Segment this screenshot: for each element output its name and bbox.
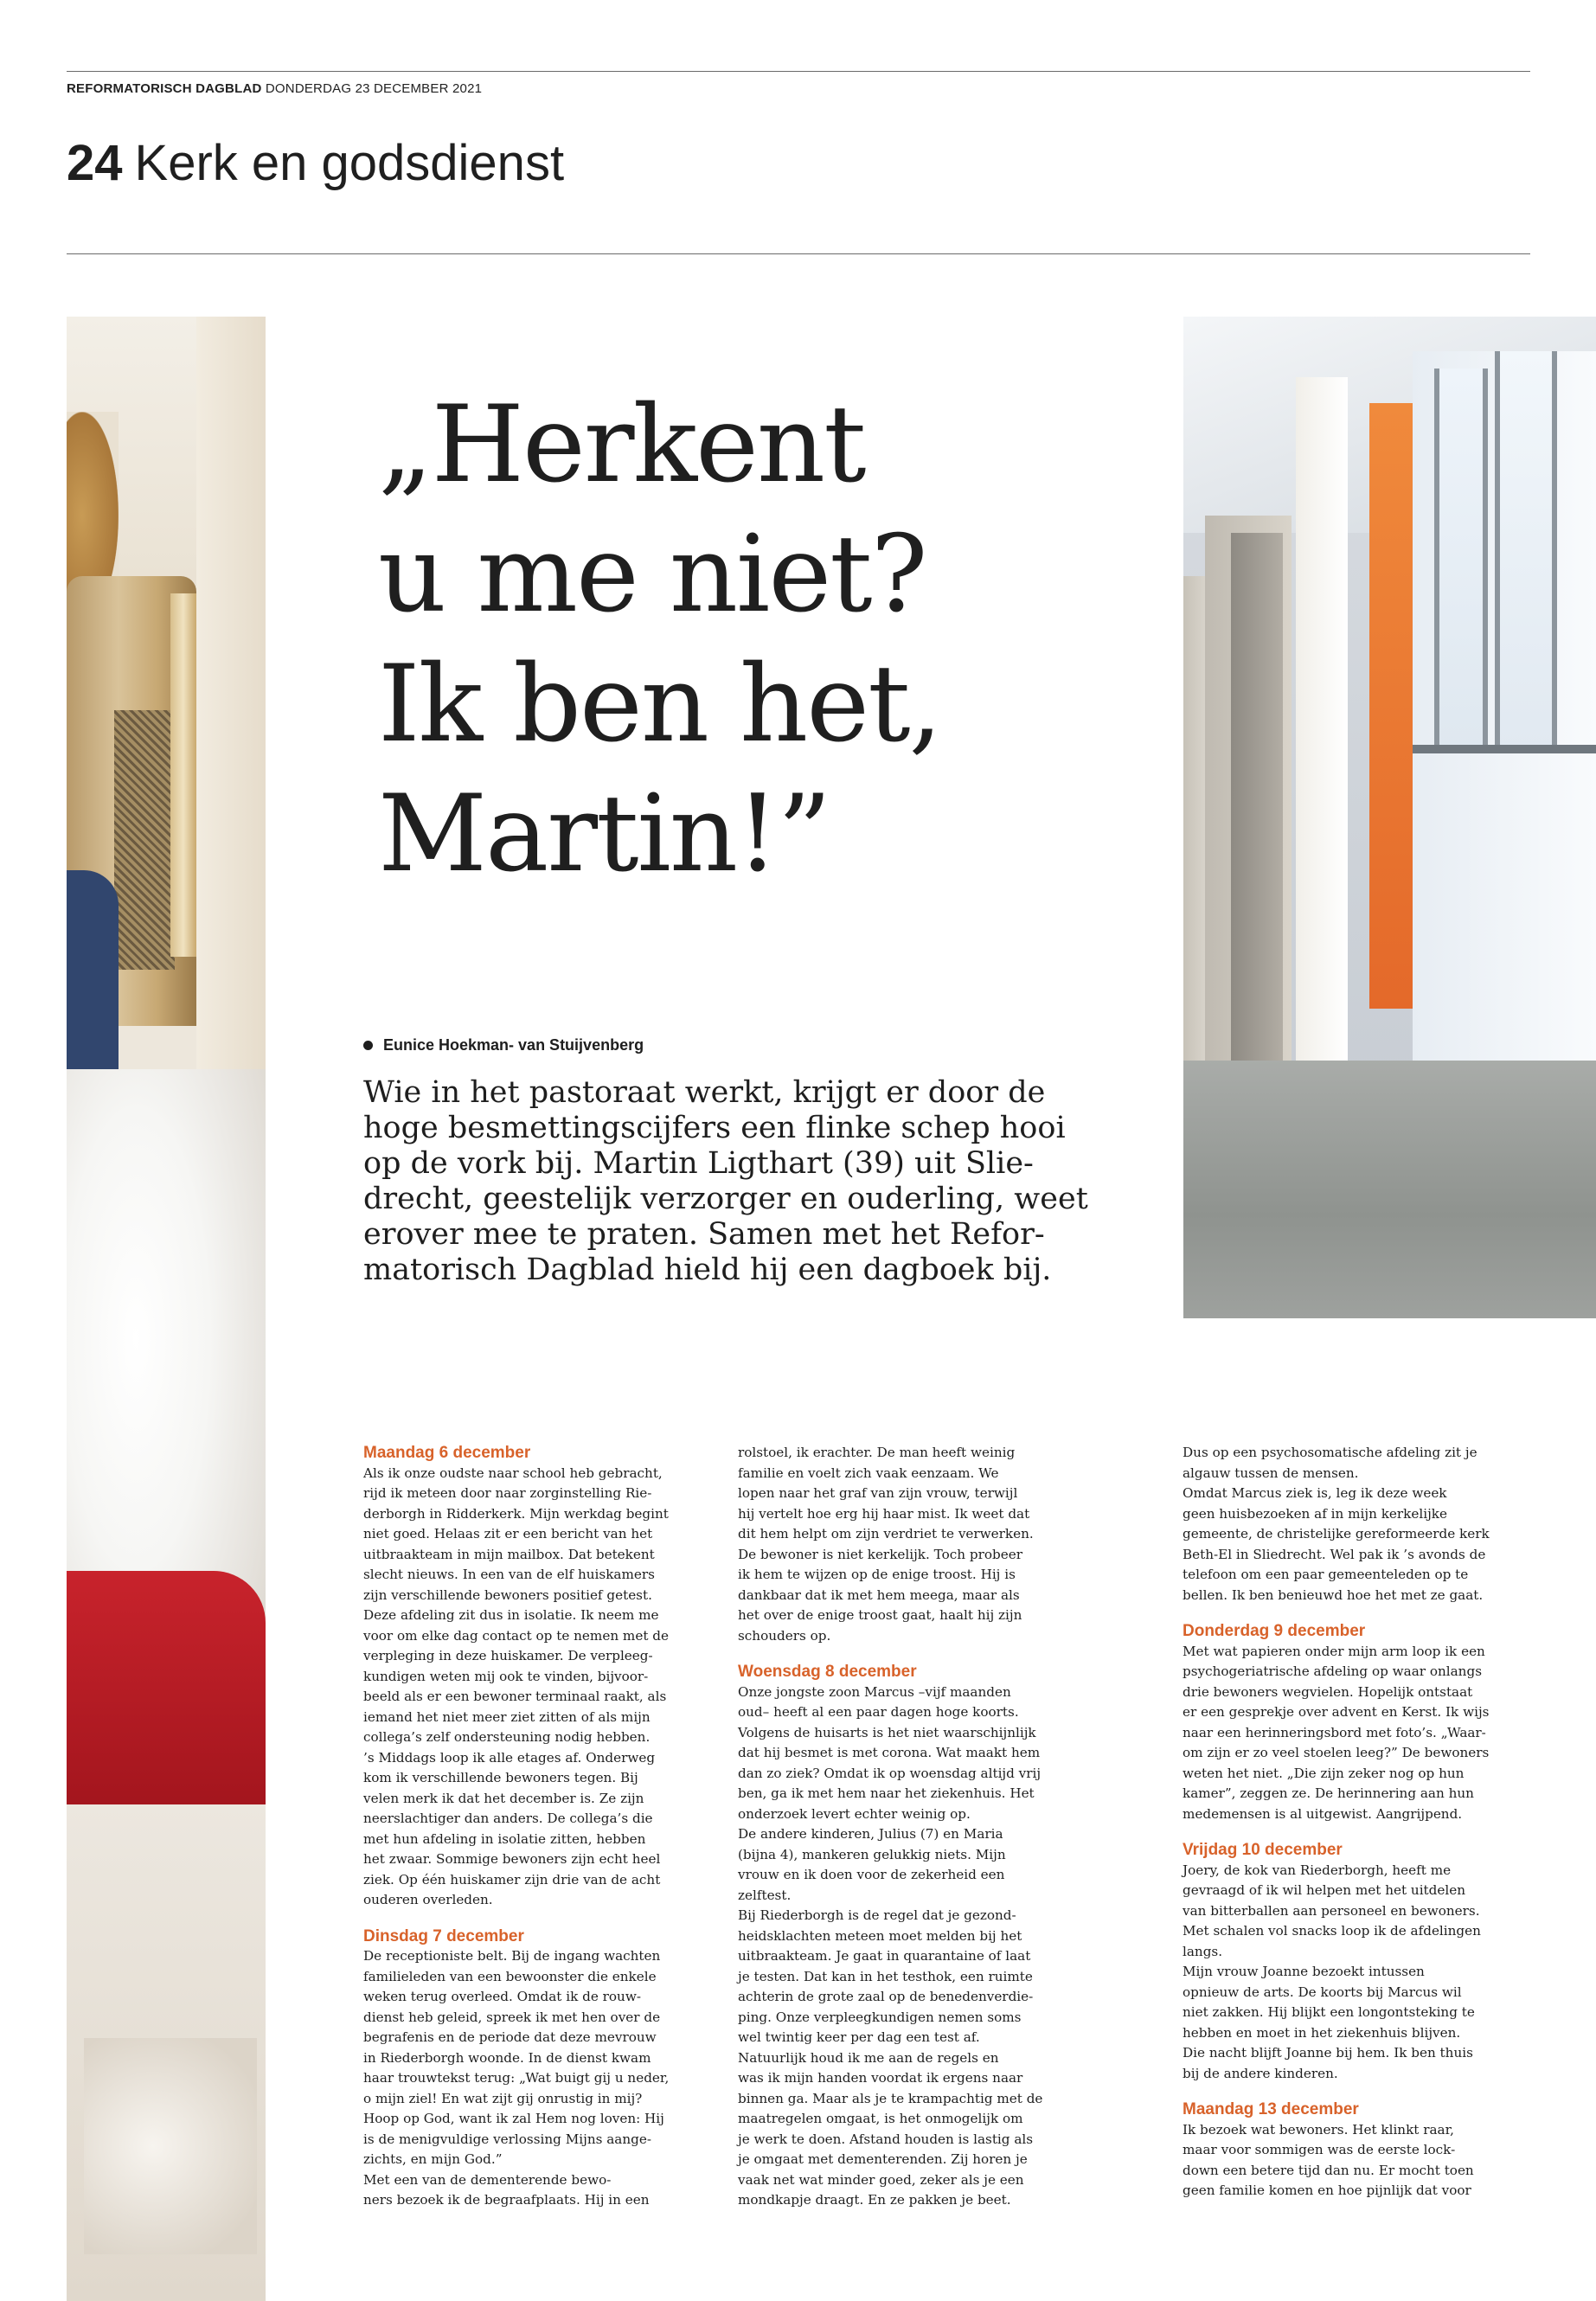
headline-line: „Herkent [378, 383, 865, 507]
body-line: (bijna 4), mankeren gelukkig niets. Mijn [738, 1846, 1006, 1862]
body-line: gevraagd of ik wil helpen met het uitdelen [1183, 1882, 1465, 1898]
body-line: De andere kinderen, Julius (7) en Maria [738, 1826, 1003, 1842]
intro-line: Wie in het pastoraat werkt, krijgt er door de [363, 1075, 1046, 1110]
body-line: ouderen overleden. [363, 1892, 493, 1907]
body-line: telefoon om een paar gemeenteleden op te [1183, 1567, 1469, 1582]
body-line: ben, ga ik met hem naar het ziekenhuis. Het [738, 1785, 1035, 1801]
body-line: was ik mijn handen voordat ik ergens naar [738, 2070, 1023, 2086]
body-line: lopen naar het graf van zijn vrouw, terwijl [738, 1485, 1018, 1501]
article-column-2 [738, 1443, 1084, 2211]
article-column-3 [1183, 1443, 1529, 2202]
headline-line: Ik ben het, [378, 643, 941, 766]
body-line: Natuurlijk houd ik me aan de regels en [738, 2049, 999, 2066]
body-line: De bewoner is niet kerkelijk. Toch probeer [738, 1546, 1022, 1562]
body-line: o mijn ziel! En wat zijt gij onrustig in mij? [363, 2090, 643, 2106]
body-line: familie en voelt zich vaak eenzaam. We [738, 1465, 999, 1481]
body-line: Hoop op God, want ik zal Hem nog loven: Hij [363, 2111, 664, 2126]
body-line: niet goed. Helaas zit er een bericht van het [363, 1526, 653, 1541]
body-line: ik hem te wijzen op de enige troost. Hij is [738, 1567, 1016, 1582]
body-line: down een betere tijd dan nu. Er mocht toen [1183, 2162, 1474, 2178]
body-line: Met wat papieren onder mijn arm loop ik een [1183, 1643, 1485, 1659]
body-line: kom ik verschillende bewoners tegen. Bij [363, 1770, 638, 1785]
headline [378, 381, 1157, 900]
body-line: opnieuw de arts. De koorts bij Marcus wil [1183, 1984, 1462, 2000]
masthead [67, 81, 482, 96]
body-line: verpleging in deze huiskamer. De verpleeg- [363, 1648, 653, 1663]
bullet-icon [363, 1041, 373, 1050]
headline-line: Martin!” [378, 772, 830, 896]
section-rule [67, 253, 1530, 254]
body-line: gemeente, de christelijke gereformeerde kerk [1183, 1526, 1490, 1541]
body-line: haar trouwtekst terug: „Wat buigt gij u neder, [363, 2070, 670, 2086]
body-line: mondkapje draagt. En ze pakken je beet. [738, 2192, 1011, 2208]
body-line: collega’s zelf ondersteuning nodig hebben. [363, 1729, 651, 1745]
body-line: velen merk ik dat het december is. Ze zijn [363, 1790, 644, 1806]
body-line: dat hij besmet is met corona. Wat maakt hem [738, 1745, 1041, 1760]
body-line: hebben en moet in het ziekenhuis blijven. [1183, 2024, 1461, 2041]
body-line: ziek. Op één huiskamer zijn drie van de acht [363, 1871, 661, 1888]
body-line: Dus op een psychosomatische afdeling zit je [1183, 1445, 1477, 1460]
body-line: Met schalen vol snacks loop ik de afdelingen [1183, 1923, 1481, 1939]
body-line: ’s Middags loop ik alle etages af. Onderweg [363, 1749, 656, 1766]
body-line: weken terug overleed. Omdat ik de rouw- [363, 1989, 641, 2004]
body-line: achterin de grote zaal op de benedenverdie- [738, 1989, 1034, 2004]
body-line: Deze afdeling zit dus in isolatie. Ik neem me [363, 1607, 659, 1623]
masthead-date: DONDERDAG 23 DECEMBER 2021 [265, 81, 483, 96]
body-line: ners bezoek ik de begraafplaats. Hij in een [363, 2192, 650, 2208]
body-line: beeld als er een bewoner terminaal raakt, als [363, 1689, 667, 1704]
intro-line: op de vork bij. Martin Ligthart (39) uit Slie- [363, 1146, 1034, 1181]
intro-line: hoge besmettingscijfers een flinke schep hooi [363, 1111, 1066, 1145]
body-line: rijd ik meteen door naar zorginstelling Rie- [363, 1485, 652, 1501]
body-line: je werk te doen. Afstand houden is lastig als [738, 2131, 1034, 2147]
body-line: is de menigvuldige verlossing Mijns aange- [363, 2131, 651, 2147]
body-line: Met een van de dementerende bewo- [363, 2171, 612, 2188]
body-line: vaak net wat minder goed, zeker als je een [738, 2171, 1024, 2188]
author-name: Eunice Hoekman- van Stuijvenberg [383, 1036, 644, 1054]
section-header [67, 135, 565, 191]
body-line: hij vertelt hoe erg hij haar mist. Ik weet dat [738, 1505, 1030, 1522]
page-number: 24 [67, 135, 123, 191]
body-line: Joery, de kok van Riederborgh, heeft me [1183, 1862, 1452, 1878]
body-line: kamer”, zeggen ze. De herinnering aan hun [1183, 1785, 1474, 1801]
day-heading: Woensdag 8 december [738, 1663, 917, 1681]
block-spacer [738, 1646, 1084, 1662]
body-line: Die nacht blijft Joanne bij hem. Ik ben thuis [1183, 2045, 1473, 2061]
masthead-paper: REFORMATORISCH DAGBLAD [67, 81, 262, 96]
body-line: derborgh in Ridderkerk. Mijn werkdag begint [363, 1505, 669, 1522]
body-line: De receptioniste belt. Bij de ingang wachten [363, 1948, 661, 1964]
body-line: langs. [1183, 1943, 1223, 1959]
day-heading: Vrijdag 10 december [1183, 1841, 1343, 1859]
body-line: Omdat Marcus ziek is, leg ik deze week [1183, 1485, 1447, 1501]
body-line: er een gesprekje over advent en Kerst. Ik wijs [1183, 1704, 1490, 1720]
body-line: Bij Riederborgh is de regel dat je gezond- [738, 1907, 1016, 1923]
photo-left [67, 317, 266, 2301]
body-line: dienst heb geleid, spreek ik met hen over de [363, 2009, 661, 2025]
body-line: om zijn er zo veel stoelen leeg?” De bewoners [1183, 1745, 1490, 1760]
day-heading: Maandag 13 december [1183, 2100, 1359, 2118]
block-spacer [1183, 1824, 1529, 1840]
body-line: zichts, en mijn God.” [363, 2151, 503, 2167]
body-line: rolstoel, ik erachter. De man heeft weinig [738, 1445, 1016, 1460]
body-line: Onze jongste zoon Marcus –vijf maanden [738, 1683, 1011, 1700]
body-line: uitbraakteam. Je gaat in quarantaine of laat [738, 1948, 1031, 1964]
body-line: bellen. Ik ben benieuwd hoe het met ze gaat. [1183, 1586, 1484, 1603]
body-line: Mijn vrouw Joanne bezoekt intussen [1183, 1964, 1425, 1979]
body-line: het over de enige troost gaat, haalt hij zijn [738, 1607, 1022, 1623]
body-line: kundigen weten mij ook te vinden, bijvoor- [363, 1668, 649, 1684]
intro-line: erover mee te praten. Samen met het Refor- [363, 1217, 1045, 1252]
body-line: ping. Onze verpleegkundigen nemen soms [738, 2009, 1022, 2025]
body-line: Volgens de huisarts is het niet waarschijnlijk [738, 1724, 1036, 1740]
body-line: schouders op. [738, 1627, 831, 1644]
body-line: vrouw en ik doen voor de zekerheid een [738, 1867, 1005, 1882]
body-line: geen huisbezoeken af in mijn kerkelijke [1183, 1505, 1447, 1522]
body-line: het zwaar. Sommige bewoners zijn echt heel [363, 1851, 661, 1867]
block-spacer [1183, 1606, 1529, 1621]
intro-paragraph [363, 1075, 1142, 1288]
body-line: uitbraakteam in mijn mailbox. Dat betekent [363, 1546, 655, 1562]
body-line: Beth-El in Sliedrecht. Wel pak ik ’s avonds de [1183, 1546, 1486, 1562]
section-title: Kerk en godsdienst [134, 135, 565, 191]
body-line: psychogeriatrische afdeling op waar onlangs [1183, 1663, 1482, 1679]
body-line: begrafenis en de periode dat deze mevrouw [363, 2029, 657, 2045]
body-line: Als ik onze oudste naar school heb gebracht, [363, 1465, 663, 1481]
body-line: algauw tussen de mensen. [1183, 1465, 1359, 1481]
body-line: geen familie komen en hoe pijnlijk dat voor [1183, 2182, 1471, 2198]
block-spacer [1183, 2084, 1529, 2099]
intro-line: drecht, geestelijk verzorger en ouderling, weet [363, 1182, 1088, 1216]
body-line: medemensen is al uitgewist. Aangrijpend. [1183, 1805, 1463, 1822]
body-line: dan zo ziek? Omdat ik op woensdag altijd vrij [738, 1765, 1042, 1781]
body-line: naar een herinneringsbord met foto’s. „Waar- [1183, 1724, 1486, 1740]
body-line: voor om elke dag contact op te nemen met de [363, 1627, 669, 1644]
body-line: van bitterballen aan personeel en bewoners. [1183, 1902, 1480, 1919]
body-line: zelftest. [738, 1887, 792, 1903]
body-line: met hun afdeling in isolatie zitten, hebben [363, 1830, 646, 1847]
body-line: in Riederborgh woonde. In de dienst kwam [363, 2049, 651, 2066]
body-line: drie bewoners wegvielen. Hopelijk ontstaat [1183, 1683, 1473, 1700]
body-line: Ik bezoek wat bewoners. Het klinkt raar, [1183, 2121, 1455, 2138]
body-line: heidsklachten meteen moet melden bij het [738, 1927, 1022, 1944]
body-line: maar voor sommigen was de eerste lock- [1183, 2142, 1456, 2157]
day-heading: Donderdag 9 december [1183, 1622, 1366, 1640]
block-spacer [363, 1911, 709, 1926]
body-line: slecht nieuws. In een van de elf huiskamers [363, 1567, 655, 1582]
body-line: zijn verschillende bewoners positief getest. [363, 1586, 652, 1603]
photo-right [1183, 317, 1596, 1318]
body-line: neerslachtiger dan anders. De collega’s die [363, 1811, 653, 1826]
headline-line: u me niet? [378, 513, 926, 637]
body-line: bij de andere kinderen. [1183, 2065, 1338, 2081]
body-line: oud– heeft al een paar dagen hoge koorts. [738, 1704, 1019, 1720]
article-column-1 [363, 1443, 709, 2211]
body-line: familieleden van een bewoonster die enkele [363, 1968, 657, 1984]
body-line: binnen ga. Maar als je te krampachtig met de [738, 2090, 1043, 2106]
body-line: je omgaat met dementerenden. Zij horen je [738, 2151, 1028, 2167]
body-line: niet zakken. Hij blijkt een longontsteking te [1183, 2004, 1475, 2020]
body-line: iemand het niet meer ziet zitten of als mijn [363, 1708, 651, 1725]
body-line: je testen. Dat kan in het testhok, een ruimte [738, 1968, 1033, 1984]
byline [363, 1036, 644, 1054]
day-heading: Dinsdag 7 december [363, 1926, 524, 1945]
body-line: dit hem helpt om zijn verdriet te verwerken. [738, 1526, 1034, 1541]
body-line: onderzoek levert echter weinig op. [738, 1805, 971, 1822]
day-heading: Maandag 6 december [363, 1444, 531, 1462]
body-line: dankbaar dat ik met hem meega, maar als [738, 1586, 1020, 1603]
top-rule [67, 71, 1530, 72]
body-line: weten het niet. „Die zijn zeker nog op hun [1183, 1765, 1465, 1781]
body-line: maatregelen omgaat, is het onmogelijk om [738, 2111, 1023, 2126]
intro-line: matorisch Dagblad hield hij een dagboek bij. [363, 1253, 1052, 1287]
body-line: wel twintig keer per dag een test af. [738, 2029, 980, 2045]
